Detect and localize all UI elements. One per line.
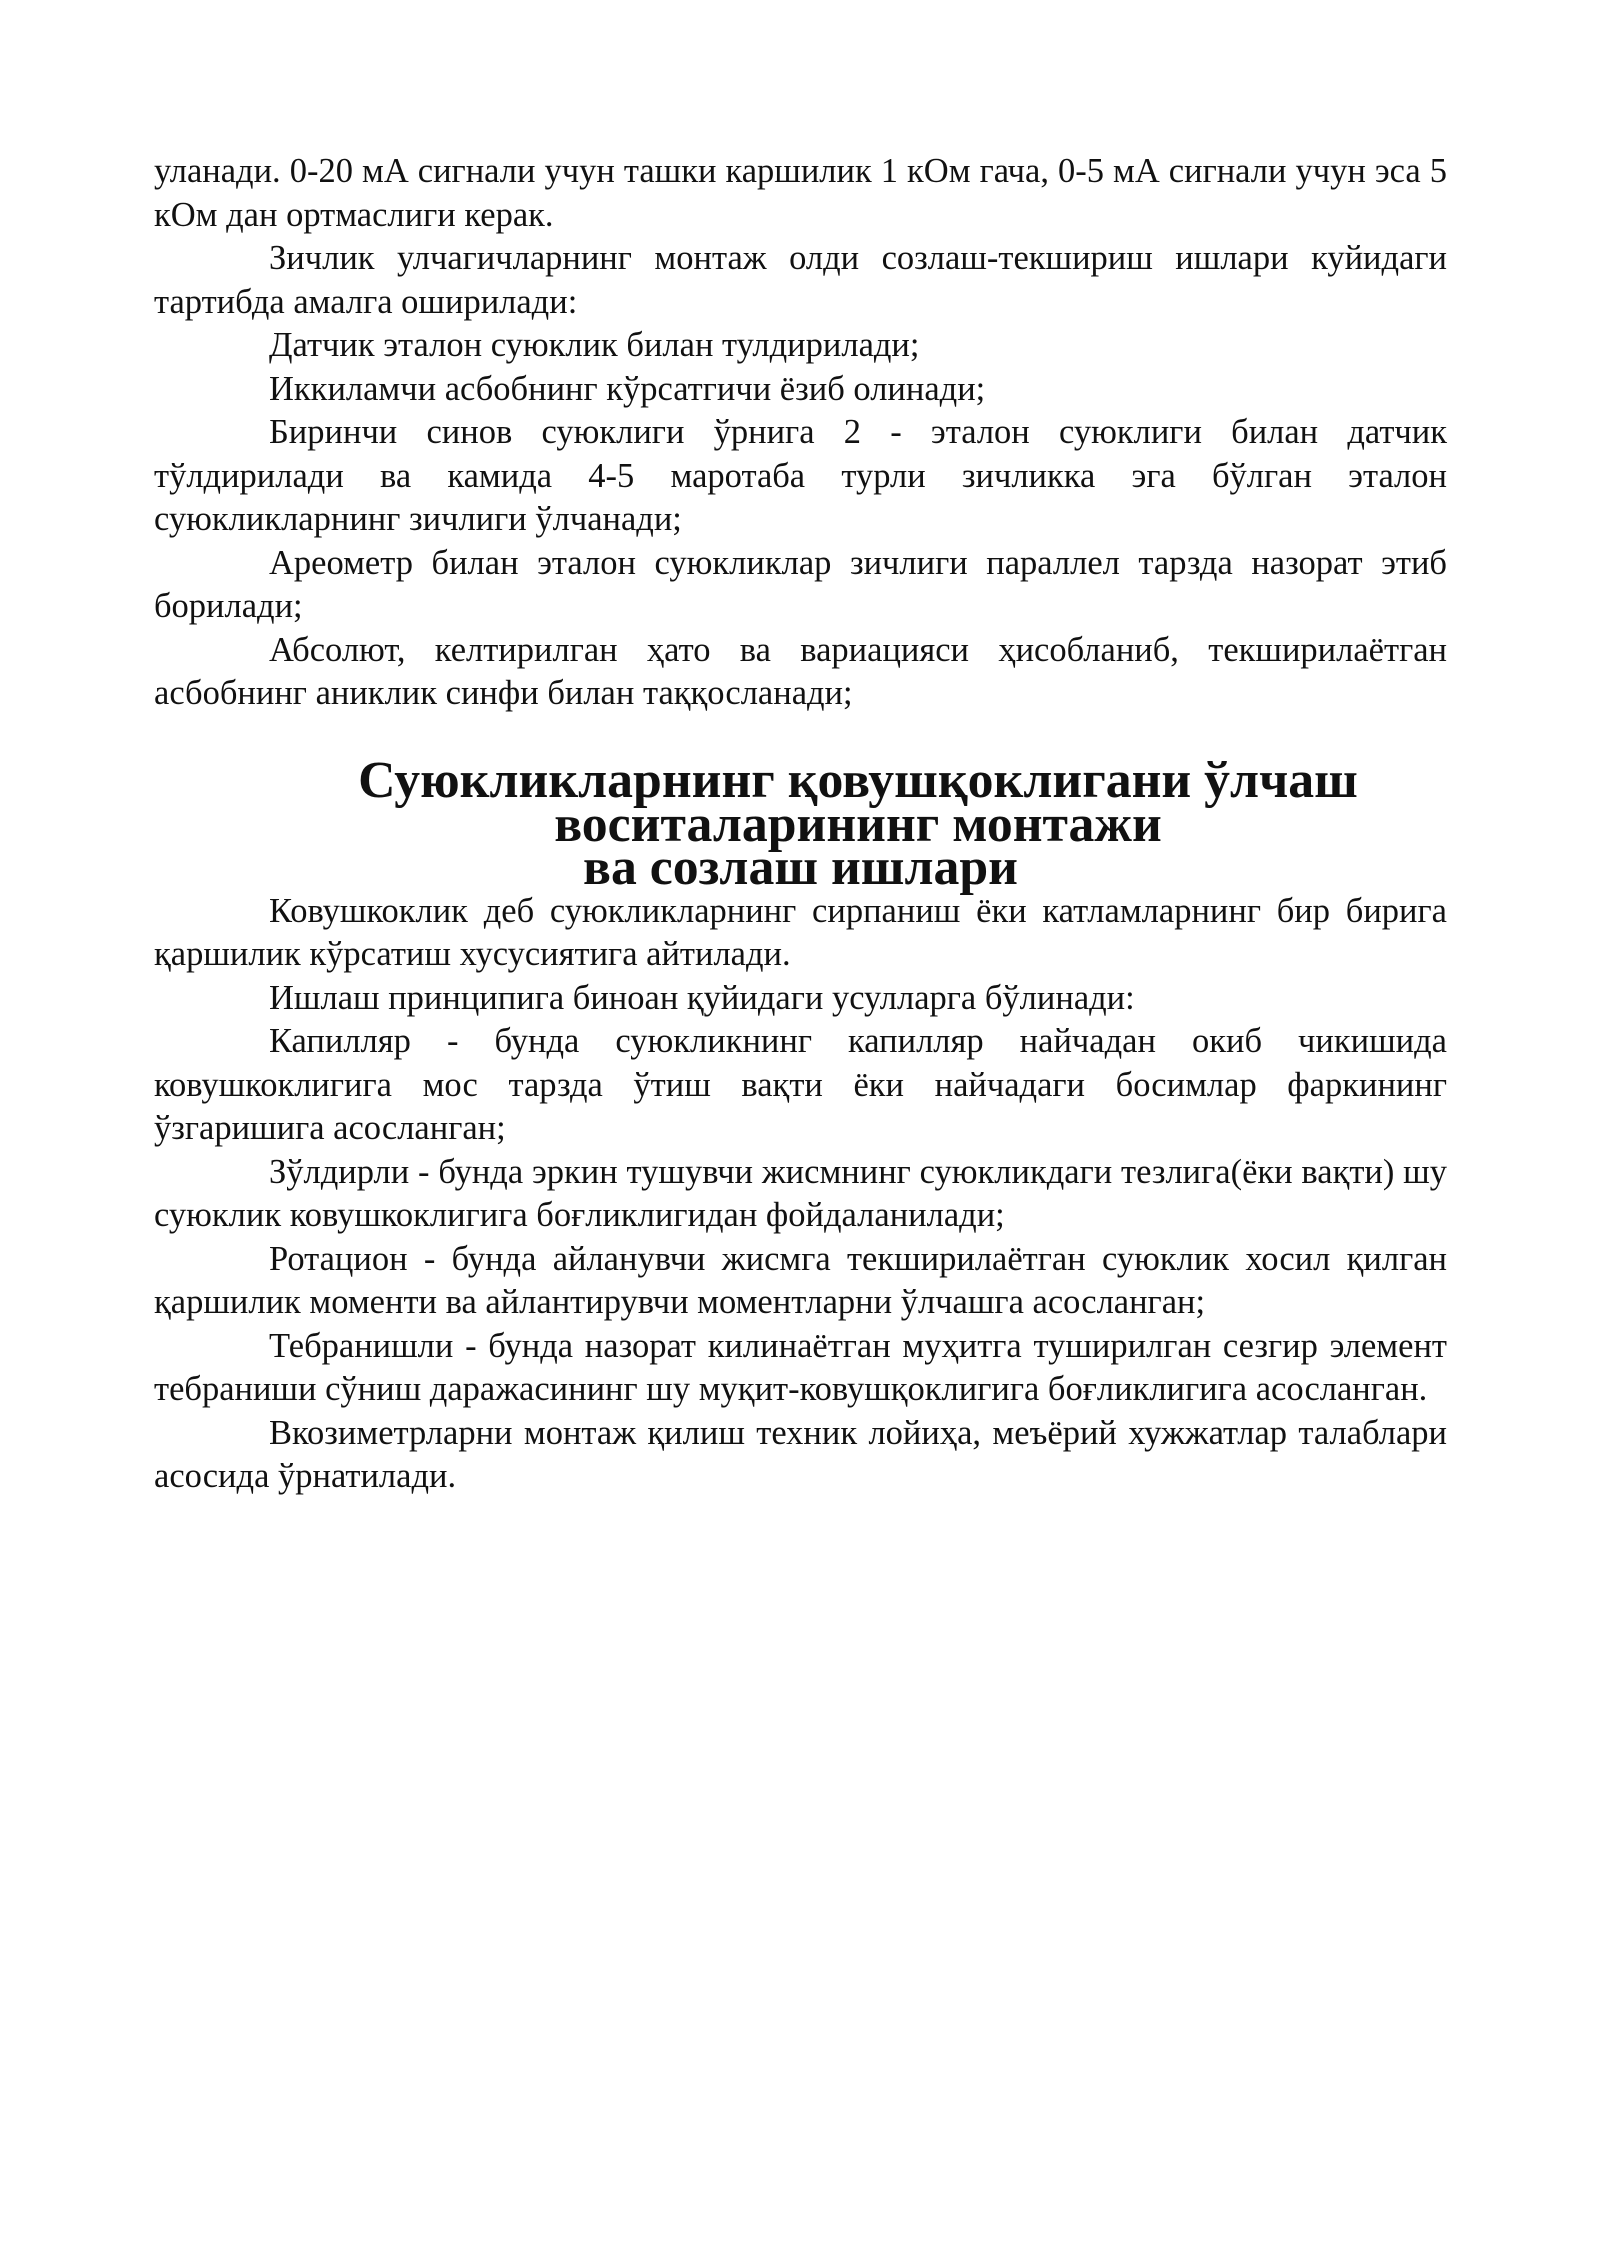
paragraph-method-vibration: Тебранишли - бунда назорат килинаётган муҳитга туширилган сезгир элемент тебраниши сўниш даражасининг шу муқит-ковушқоклигига боғликлигига асосланган. [154,1326,1447,1408]
paragraph-method-capillary: Капилляр - бунда суюкликнинг капилляр найчадан окиб чикишида ковушкоклигига мос тарзда ўтиш вақти ёки найчадаги босимлар фаркининг ўзгаришига асосланган; [154,1022,1447,1147]
paragraph-step-4: Ареометр билан эталон суюкликлар зичлиги параллел тарзда назорат этиб борилади; [154,543,1447,625]
paragraph-method-ball: Зўлдирли - бунда эркин тушувчи жисмнинг суюкликдаги тезлига(ёки вақти) шу суюклик ковушкоклигига боғликлигидан фойдаланилади; [154,1152,1447,1234]
section-heading [154,752,1447,896]
paragraph-step-5: Абсолют, келтирилган ҳато ва вариацияси ҳисобланиб, текширилаётган асбобнинг аниклик синфи билан таққосланади; [154,630,1447,712]
paragraph-methods-intro: Ишлаш принципига биноан қуйидаги усулларга бўлинади: [269,978,1135,1017]
section-heading-line1: Суюкликларнинг қовушқоклигани ўлчаш воситаларининг монтажи [358,752,1358,853]
section-heading-line2: ва созлаш ишлари [583,839,1018,896]
paragraph-method-rotational: Ротацион - бунда айланувчи жисмга текширилаётган суюклик хосил қилган қаршилик моменти ва айлантирувчи моментларни ўлчашга асосланган; [154,1239,1447,1321]
paragraph-density-intro: Зичлик улчагичларнинг монтаж олди созлаш-текшириш ишлари куйидаги тартибда амалга оширилади: [154,239,1447,321]
paragraph-step-3: Биринчи синов суюклиги ўрнига 2 - эталон суюклиги билан датчик тўлдирилади ва камида 4-5 маротаба турли зичликка эга бўлган эталон суюкликларнинг зичлиги ўлчанади; [154,413,1447,538]
document-page [154,150,1447,1499]
paragraph-continuation: уланади. 0-20 мА сигнали учун ташки каршилик 1 кОм гача, 0-5 мА сигнали учун эса 5 кОм дан ортмаслиги керак. [154,152,1447,234]
paragraph-installation: Вкозиметрларни монтаж қилиш техник лойиҳа, меъёрий хужжатлар талаблари асосида ўрнатилади. [154,1413,1447,1495]
paragraph-step-2: Иккиламчи асбобнинг кўрсатгичи ёзиб олинади; [269,369,986,408]
paragraph-step-1: Датчик эталон суюклик билан тулдирилади; [269,326,920,364]
paragraph-viscosity-definition: Ковушкоклик деб суюкликларнинг сирпаниш ёки катламларнинг бир бирига қаршилик кўрсатиш хусусиятига айтилади. [154,891,1447,973]
